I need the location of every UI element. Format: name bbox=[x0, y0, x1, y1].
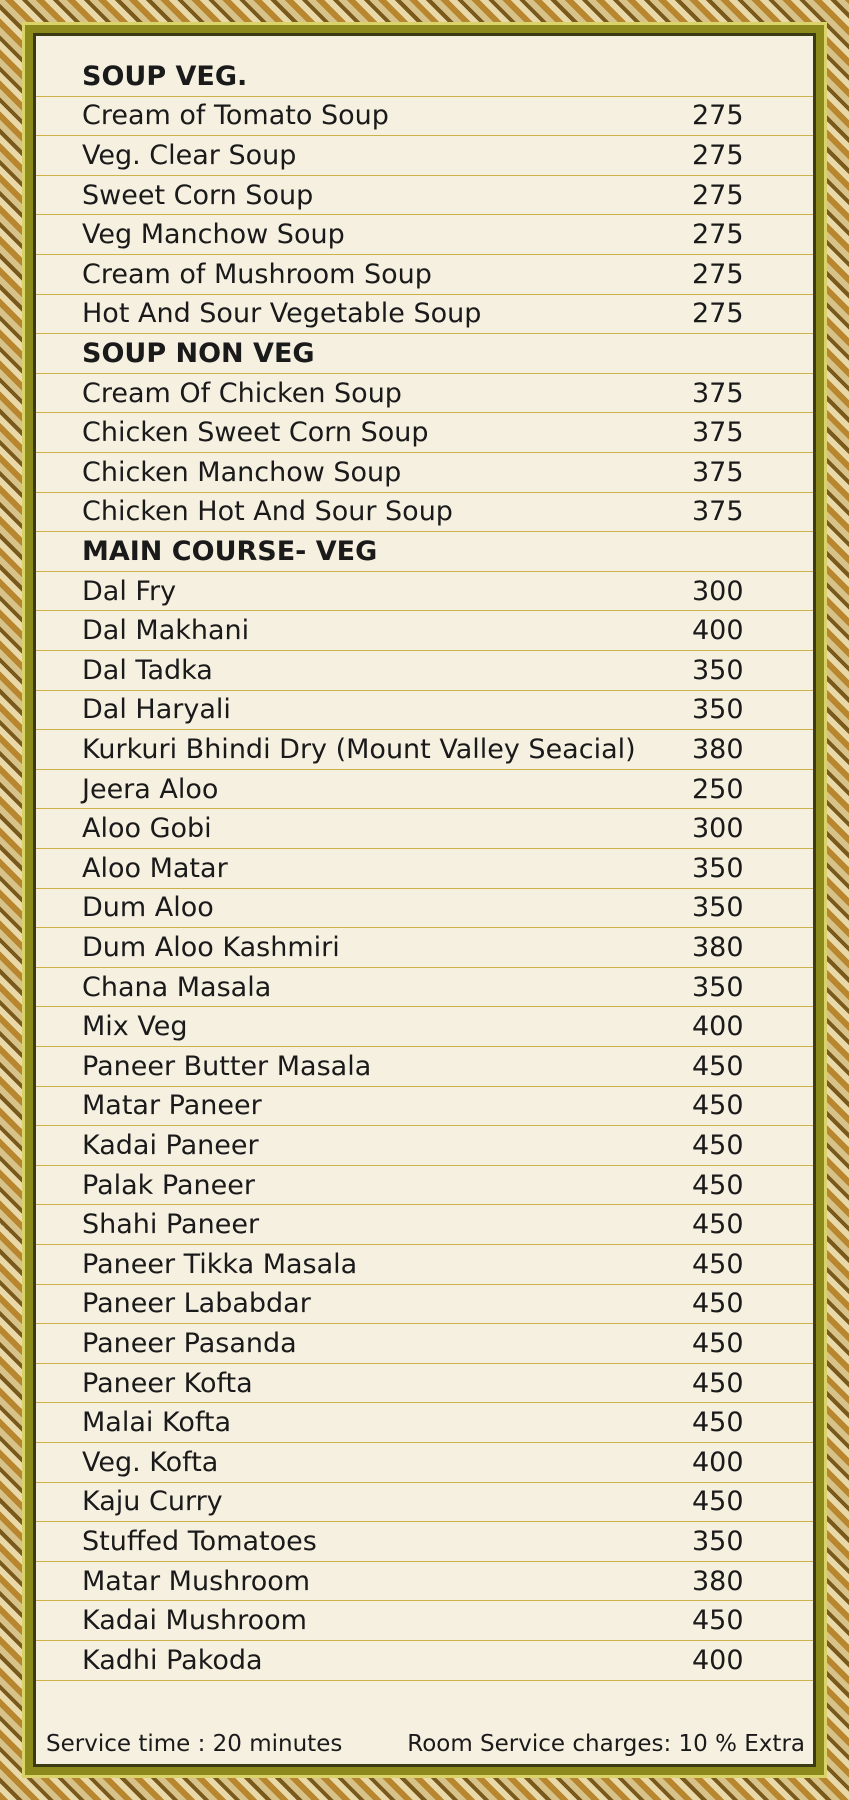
menu-item-price: 350 bbox=[692, 654, 744, 686]
menu-item-name: Veg Manchow Soup bbox=[82, 219, 345, 251]
menu-item-price: 275 bbox=[692, 139, 744, 171]
menu-item-name: Veg. Clear Soup bbox=[82, 139, 297, 171]
menu-item-name: Chicken Hot And Sour Soup bbox=[82, 496, 453, 528]
menu-item bbox=[36, 413, 813, 453]
menu-item-price: 250 bbox=[692, 773, 744, 805]
menu-item-name: Kurkuri Bhindi Dry (Mount Valley Seacial) bbox=[82, 733, 636, 765]
menu-item-price: 275 bbox=[692, 219, 744, 251]
section-heading bbox=[36, 532, 813, 572]
menu-item bbox=[36, 1403, 813, 1443]
menu-item-name: Jeera Aloo bbox=[82, 773, 219, 805]
menu-item bbox=[36, 374, 813, 414]
menu-item-price: 450 bbox=[692, 1605, 744, 1637]
menu-item-price: 450 bbox=[692, 1169, 744, 1201]
menu-item-name: Cream of Tomato Soup bbox=[82, 100, 389, 132]
menu-item-price: 400 bbox=[692, 1011, 744, 1043]
menu-item-name: Matar Paneer bbox=[82, 1090, 262, 1122]
menu-footer bbox=[36, 1726, 813, 1764]
menu-item bbox=[36, 1601, 813, 1641]
menu-item-price: 450 bbox=[692, 1486, 744, 1518]
menu-item bbox=[36, 1483, 813, 1523]
menu-item bbox=[36, 1126, 813, 1166]
frame-inner bbox=[22, 22, 827, 1778]
menu-item-price: 450 bbox=[692, 1327, 744, 1359]
menu-item-price: 275 bbox=[692, 258, 744, 290]
section-heading-label: SOUP NON VEG bbox=[82, 337, 315, 369]
menu-item-name: Cream Of Chicken Soup bbox=[82, 377, 402, 409]
menu-item-name: Chicken Sweet Corn Soup bbox=[82, 417, 429, 449]
menu-item bbox=[36, 453, 813, 493]
menu-item bbox=[36, 1166, 813, 1206]
menu-item bbox=[36, 1522, 813, 1562]
menu-item-name: Paneer Tikka Masala bbox=[82, 1248, 358, 1280]
menu-item-name: Dum Aloo Kashmiri bbox=[82, 931, 340, 963]
menu-item-name: Kaju Curry bbox=[82, 1486, 223, 1518]
menu-item-price: 350 bbox=[692, 852, 744, 884]
menu-item bbox=[36, 97, 813, 137]
menu-item bbox=[36, 295, 813, 335]
menu-item bbox=[36, 770, 813, 810]
menu-item-price: 380 bbox=[692, 1565, 744, 1597]
menu-item-name: Paneer Butter Masala bbox=[82, 1050, 372, 1082]
menu-item bbox=[36, 493, 813, 533]
menu-item-price: 300 bbox=[692, 813, 744, 845]
menu-item-price: 450 bbox=[692, 1248, 744, 1280]
menu-item-price: 275 bbox=[692, 298, 744, 330]
menu-item-name: Cream of Mushroom Soup bbox=[82, 258, 432, 290]
menu-item-name: Aloo Gobi bbox=[82, 813, 212, 845]
menu-item-name: Matar Mushroom bbox=[82, 1565, 311, 1597]
menu-item-price: 450 bbox=[692, 1209, 744, 1241]
menu-item bbox=[36, 1562, 813, 1602]
menu-item bbox=[36, 1087, 813, 1127]
menu-item bbox=[36, 1007, 813, 1047]
menu-item bbox=[36, 849, 813, 889]
menu-item-name: Aloo Matar bbox=[82, 852, 228, 884]
menu-item bbox=[36, 968, 813, 1008]
menu-item-name: Shahi Paneer bbox=[82, 1209, 260, 1241]
menu-item bbox=[36, 1205, 813, 1245]
menu-item bbox=[36, 1324, 813, 1364]
menu-item-name: Paneer Kofta bbox=[82, 1367, 253, 1399]
menu-item bbox=[36, 1047, 813, 1087]
menu-item-price: 300 bbox=[692, 575, 744, 607]
menu-item-price: 450 bbox=[692, 1050, 744, 1082]
menu-item-name: Paneer Lababdar bbox=[82, 1288, 311, 1320]
room-service-note: Room Service charges: 10 % Extra bbox=[407, 1731, 805, 1757]
menu-item-price: 350 bbox=[692, 694, 744, 726]
menu-item-name: Dal Haryali bbox=[82, 694, 231, 726]
menu-item-price: 350 bbox=[692, 892, 744, 924]
menu-item-price: 350 bbox=[692, 971, 744, 1003]
menu-item bbox=[36, 889, 813, 929]
section-heading bbox=[36, 334, 813, 374]
menu-item-price: 400 bbox=[692, 615, 744, 647]
menu-item bbox=[36, 691, 813, 731]
menu-item-price: 450 bbox=[692, 1288, 744, 1320]
menu-item-price: 375 bbox=[692, 377, 744, 409]
menu-item-name: Hot And Sour Vegetable Soup bbox=[82, 298, 482, 330]
menu-item-name: Malai Kofta bbox=[82, 1407, 232, 1439]
menu-item bbox=[36, 1443, 813, 1483]
menu-list bbox=[36, 36, 813, 1764]
menu-item-price: 380 bbox=[692, 931, 744, 963]
service-time-note: Service time : 20 minutes bbox=[46, 1731, 343, 1757]
menu-item-price: 450 bbox=[692, 1407, 744, 1439]
menu-item-name: Kadai Paneer bbox=[82, 1129, 259, 1161]
menu-item-name: Sweet Corn Soup bbox=[82, 179, 314, 211]
menu-item-price: 375 bbox=[692, 456, 744, 488]
menu-item-price: 400 bbox=[692, 1446, 744, 1478]
menu-item-name: Veg. Kofta bbox=[82, 1446, 219, 1478]
menu-item-price: 450 bbox=[692, 1367, 744, 1399]
menu-item-price: 450 bbox=[692, 1129, 744, 1161]
menu-item-price: 350 bbox=[692, 1525, 744, 1557]
menu-item-name: Dal Fry bbox=[82, 575, 177, 607]
menu-item bbox=[36, 1245, 813, 1285]
menu-item-price: 400 bbox=[692, 1644, 744, 1676]
menu-item bbox=[36, 176, 813, 216]
menu-item bbox=[36, 136, 813, 176]
menu-item bbox=[36, 255, 813, 295]
menu-item-price: 380 bbox=[692, 733, 744, 765]
menu-item-price: 275 bbox=[692, 100, 744, 132]
menu-item-price: 375 bbox=[692, 496, 744, 528]
menu-item bbox=[36, 1364, 813, 1404]
menu-item-name: Dal Tadka bbox=[82, 654, 213, 686]
menu-item-name: Kadhi Pakoda bbox=[82, 1644, 263, 1676]
section-heading-label: SOUP VEG. bbox=[82, 60, 248, 92]
menu-item bbox=[36, 928, 813, 968]
menu-item bbox=[36, 611, 813, 651]
section-heading-label: MAIN COURSE- VEG bbox=[82, 535, 378, 567]
menu-panel bbox=[33, 33, 816, 1767]
menu-item-name: Stuffed Tomatoes bbox=[82, 1525, 317, 1557]
menu-item-price: 275 bbox=[692, 179, 744, 211]
menu-item bbox=[36, 215, 813, 255]
menu-item-name: Chicken Manchow Soup bbox=[82, 456, 402, 488]
menu-item-name: Paneer Pasanda bbox=[82, 1327, 297, 1359]
menu-item bbox=[36, 1641, 813, 1681]
menu-item-name: Kadai Mushroom bbox=[82, 1605, 307, 1637]
menu-item-name: Dum Aloo bbox=[82, 892, 214, 924]
menu-item bbox=[36, 572, 813, 612]
section-heading bbox=[36, 57, 813, 97]
menu-item bbox=[36, 809, 813, 849]
menu-item bbox=[36, 651, 813, 691]
menu-item-price: 450 bbox=[692, 1090, 744, 1122]
menu-item-name: Palak Paneer bbox=[82, 1169, 255, 1201]
menu-item-name: Dal Makhani bbox=[82, 615, 250, 647]
menu-item bbox=[36, 730, 813, 770]
menu-item-price: 375 bbox=[692, 417, 744, 449]
menu-item-name: Mix Veg bbox=[82, 1011, 188, 1043]
menu-item bbox=[36, 1285, 813, 1325]
menu-item-name: Chana Masala bbox=[82, 971, 272, 1003]
